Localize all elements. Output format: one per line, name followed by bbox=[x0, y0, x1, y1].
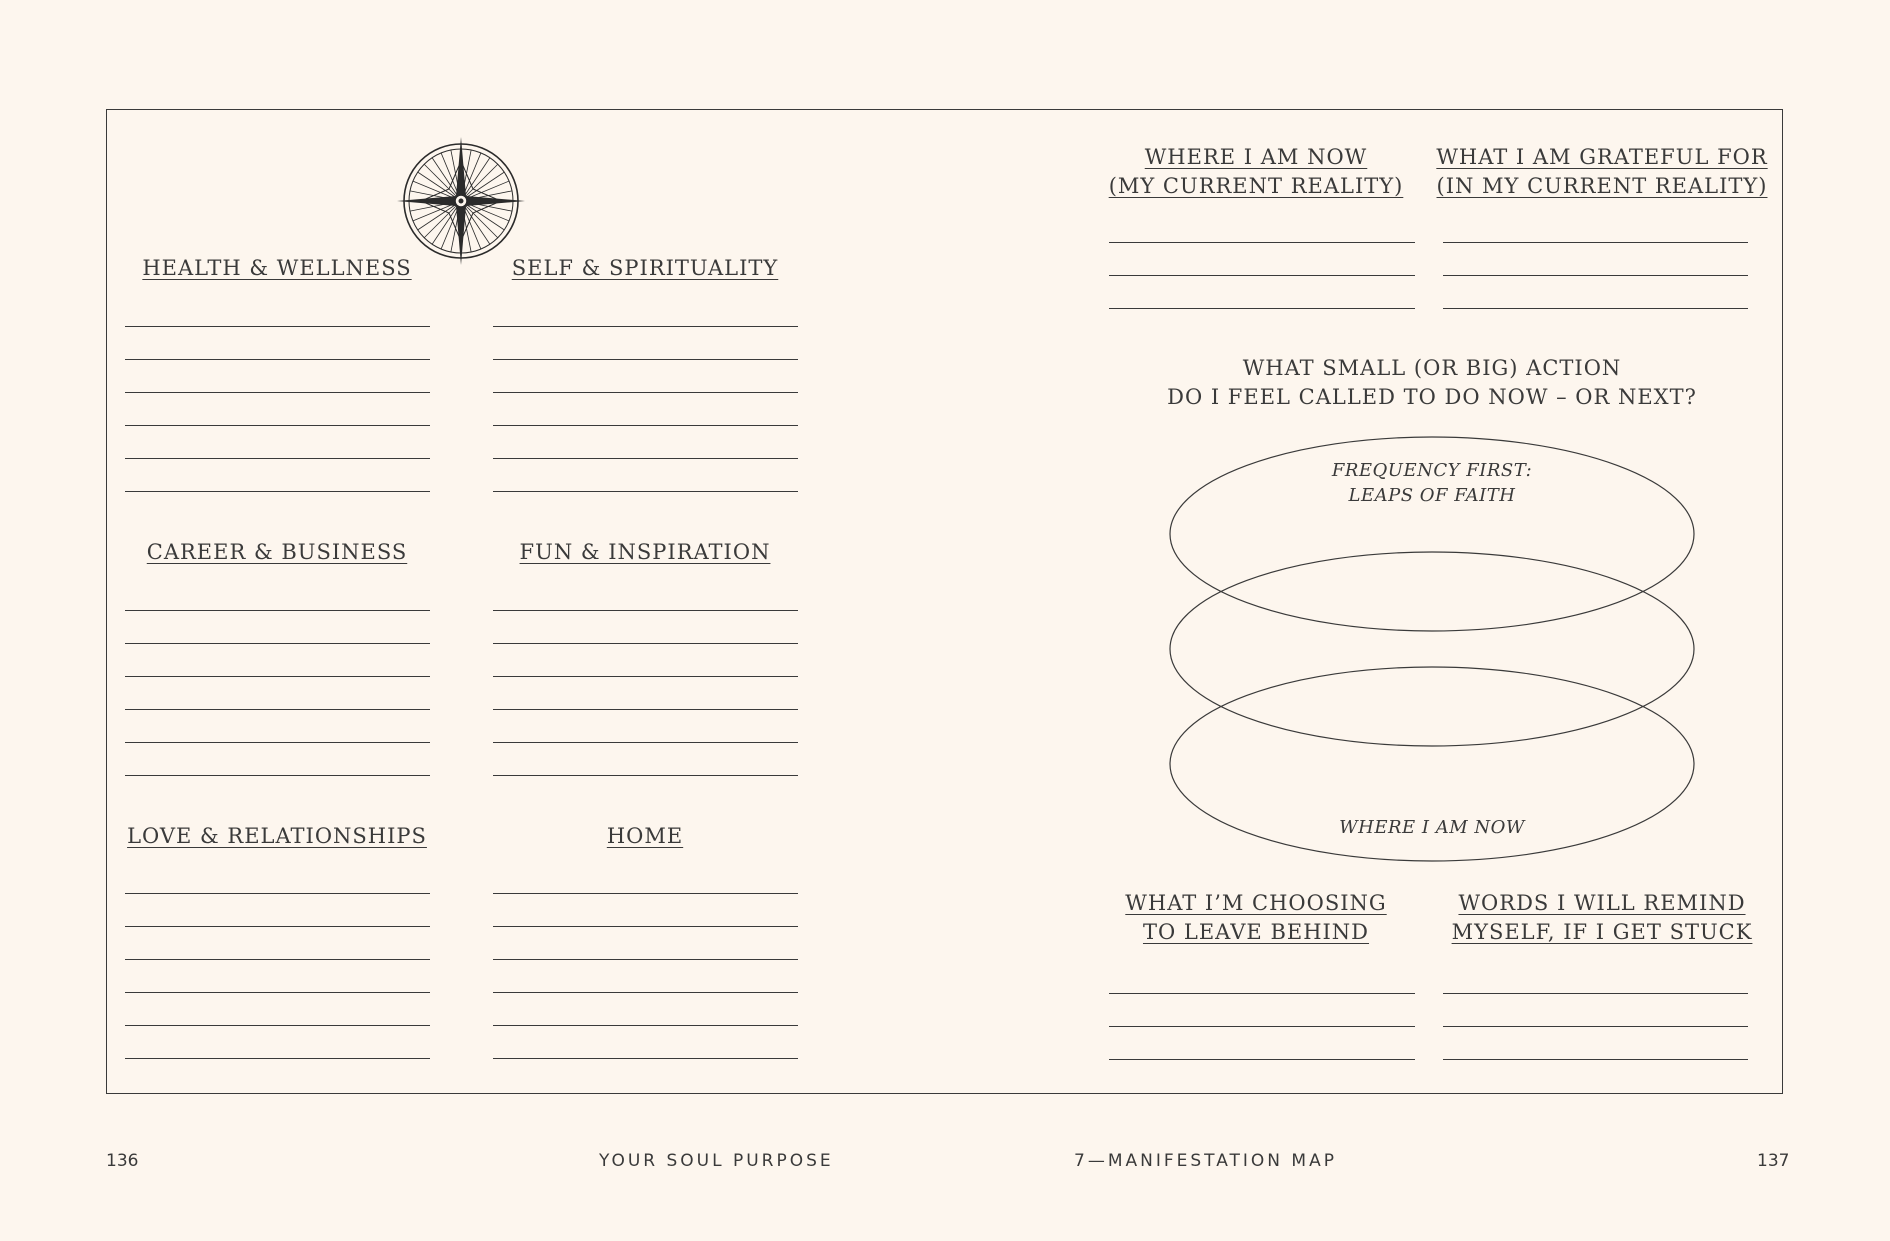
writing-line bbox=[493, 643, 798, 644]
diagram-top-label-line2: LEAPS OF FAITH bbox=[1348, 485, 1516, 506]
left-page-number: 136 bbox=[106, 1151, 139, 1171]
writing-line bbox=[493, 491, 798, 492]
category-heading-career: CAREER & BUSINESS bbox=[146, 540, 408, 564]
writing-line bbox=[1109, 242, 1415, 243]
writing-line bbox=[493, 709, 798, 710]
right-page-number: 137 bbox=[1757, 1151, 1790, 1171]
writing-line bbox=[125, 775, 430, 776]
writing-line bbox=[1443, 1026, 1748, 1027]
writing-line bbox=[493, 775, 798, 776]
writing-line bbox=[125, 959, 430, 960]
writing-line bbox=[1109, 275, 1415, 276]
writing-line bbox=[125, 491, 430, 492]
action-question-line2: DO I FEEL CALLED TO DO NOW – OR NEXT? bbox=[1167, 385, 1697, 409]
grateful-heading-line1: WHAT I AM GRATEFUL FOR bbox=[1436, 145, 1768, 169]
writing-line bbox=[1443, 1059, 1748, 1060]
writing-line bbox=[125, 359, 430, 360]
writing-line bbox=[125, 458, 430, 459]
remind-heading-line2: MYSELF, IF I GET STUCK bbox=[1451, 920, 1753, 944]
writing-line bbox=[1109, 308, 1415, 309]
writing-line bbox=[493, 326, 798, 327]
writing-line bbox=[1109, 1059, 1415, 1060]
category-heading-self: SELF & SPIRITUALITY bbox=[511, 256, 779, 280]
writing-line bbox=[1443, 242, 1748, 243]
writing-line bbox=[1443, 993, 1748, 994]
writing-line bbox=[125, 709, 430, 710]
leave-behind-heading-line1: WHAT I’M CHOOSING bbox=[1125, 891, 1387, 915]
writing-line bbox=[493, 458, 798, 459]
writing-line bbox=[125, 676, 430, 677]
action-question-line1: WHAT SMALL (OR BIG) ACTION bbox=[1242, 356, 1622, 380]
writing-line bbox=[493, 359, 798, 360]
category-heading-fun: FUN & INSPIRATION bbox=[519, 540, 771, 564]
writing-line bbox=[493, 676, 798, 677]
compass-rose-icon bbox=[396, 136, 526, 266]
writing-line bbox=[125, 326, 430, 327]
writing-line bbox=[1443, 275, 1748, 276]
leave-behind-heading-line2: TO LEAVE BEHIND bbox=[1142, 920, 1370, 944]
writing-line bbox=[125, 926, 430, 927]
diagram-bottom-label: WHERE I AM NOW bbox=[1339, 817, 1525, 838]
category-heading-love: LOVE & RELATIONSHIPS bbox=[127, 824, 427, 848]
writing-line bbox=[493, 610, 798, 611]
writing-line bbox=[1109, 1026, 1415, 1027]
writing-line bbox=[125, 392, 430, 393]
writing-line bbox=[125, 425, 430, 426]
middle-ellipse bbox=[1170, 552, 1694, 746]
right-running-title: 7—MANIFESTATION MAP bbox=[1074, 1151, 1337, 1171]
writing-line bbox=[1443, 308, 1748, 309]
writing-line bbox=[125, 893, 430, 894]
diagram-top-label-line1: FREQUENCY FIRST: bbox=[1331, 460, 1533, 481]
where-now-heading-line1: WHERE I AM NOW bbox=[1144, 145, 1368, 169]
writing-line bbox=[125, 1025, 430, 1026]
writing-line bbox=[493, 1025, 798, 1026]
remind-heading-line1: WORDS I WILL REMIND bbox=[1458, 891, 1746, 915]
writing-line bbox=[493, 893, 798, 894]
writing-line bbox=[493, 959, 798, 960]
grateful-heading-line2: (IN MY CURRENT REALITY) bbox=[1436, 174, 1768, 198]
writing-line bbox=[125, 992, 430, 993]
writing-line bbox=[125, 742, 430, 743]
writing-line bbox=[125, 1058, 430, 1059]
writing-line bbox=[125, 610, 430, 611]
category-heading-home: HOME bbox=[606, 824, 684, 848]
writing-line bbox=[493, 425, 798, 426]
writing-line bbox=[493, 1058, 798, 1059]
writing-line bbox=[493, 992, 798, 993]
category-heading-health: HEALTH & WELLNESS bbox=[142, 256, 412, 280]
writing-line bbox=[1109, 993, 1415, 994]
writing-line bbox=[493, 926, 798, 927]
where-now-heading-line2: (MY CURRENT REALITY) bbox=[1108, 174, 1404, 198]
writing-line bbox=[493, 742, 798, 743]
left-running-title: YOUR SOUL PURPOSE bbox=[599, 1151, 834, 1171]
writing-line bbox=[493, 392, 798, 393]
writing-line bbox=[125, 643, 430, 644]
